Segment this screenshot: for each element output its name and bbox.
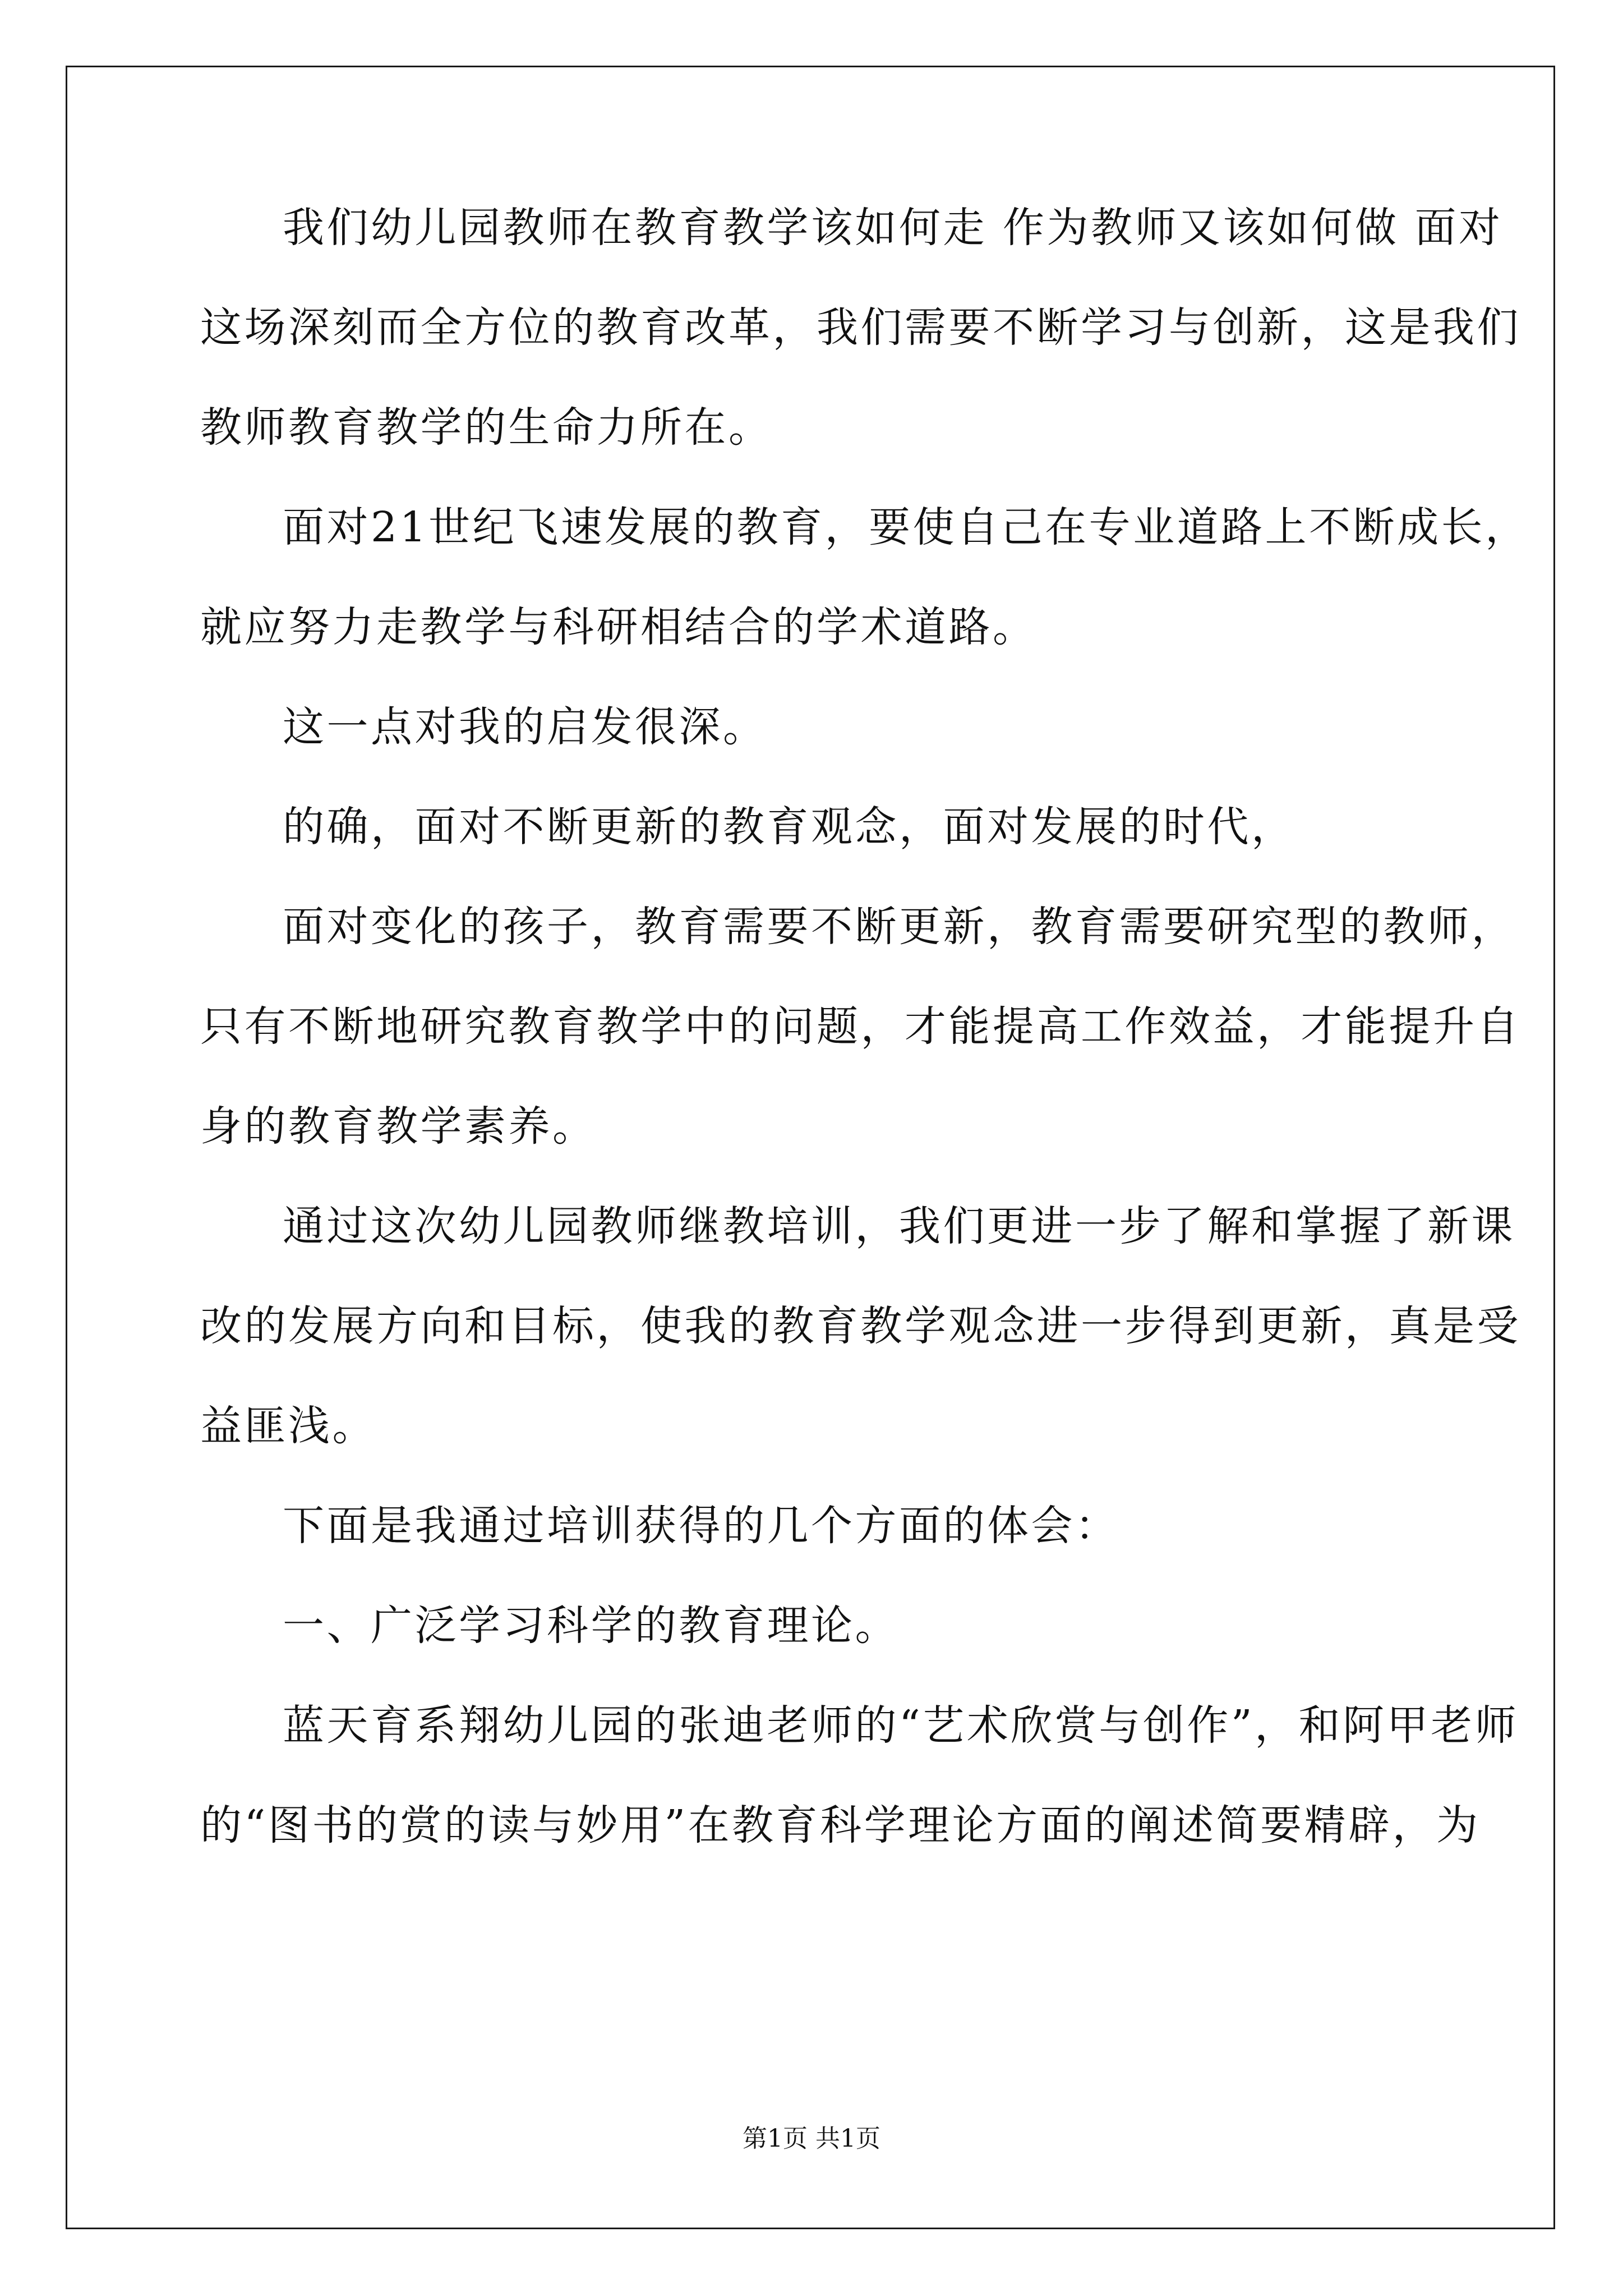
text-line: 这一点对我的启发很深。 (283, 703, 767, 751)
text-line: 只有不断地研究教育教学中的问题，才能提高工作效益，才能提升自 (200, 1002, 1521, 1051)
text-line: 面对21世纪飞速发展的教育，要使自己在专业道路上不断成长， (283, 503, 1529, 551)
text-line: 蓝天育系翔幼儿园的张迪老师的“艺术欣赏与创作”，和阿甲老师 (283, 1701, 1519, 1750)
text-line: 教师教育教学的生命力所在。 (200, 403, 773, 452)
text-line: 通过这次幼儿园教师继教培训，我们更进一步了解和掌握了新课 (283, 1202, 1515, 1250)
text-line: 益匪浅。 (200, 1402, 376, 1450)
text-line: 身的教育教学素养。 (200, 1102, 597, 1151)
text-line: 的“图书的赏的读与妙用”在教育科学理论方面的阐述简要精辟，为 (200, 1801, 1481, 1849)
text-line: 我们幼儿园教师在教育教学该如何走 作为教师又该如何做 面对 (283, 204, 1503, 252)
text-line: 一、广泛学习科学的教育理论。 (283, 1602, 899, 1650)
text-line: 下面是我通过培训获得的几个方面的体会： (283, 1502, 1119, 1550)
page-number-footer: 第1页 共1页 (743, 2124, 880, 2153)
text-line: 的确，面对不断更新的教育观念，面对发展的时代， (283, 803, 1295, 851)
text-line: 这场深刻而全方位的教育改革，我们需要不断学习与创新，这是我们 (200, 303, 1521, 352)
text-line: 改的发展方向和目标，使我的教育教学观念进一步得到更新，真是受 (200, 1302, 1521, 1350)
text-line: 就应努力走教学与科研相结合的学术道路。 (200, 603, 1037, 651)
text-line: 面对变化的孩子，教育需要不断更新，教育需要研究型的教师， (283, 903, 1515, 951)
